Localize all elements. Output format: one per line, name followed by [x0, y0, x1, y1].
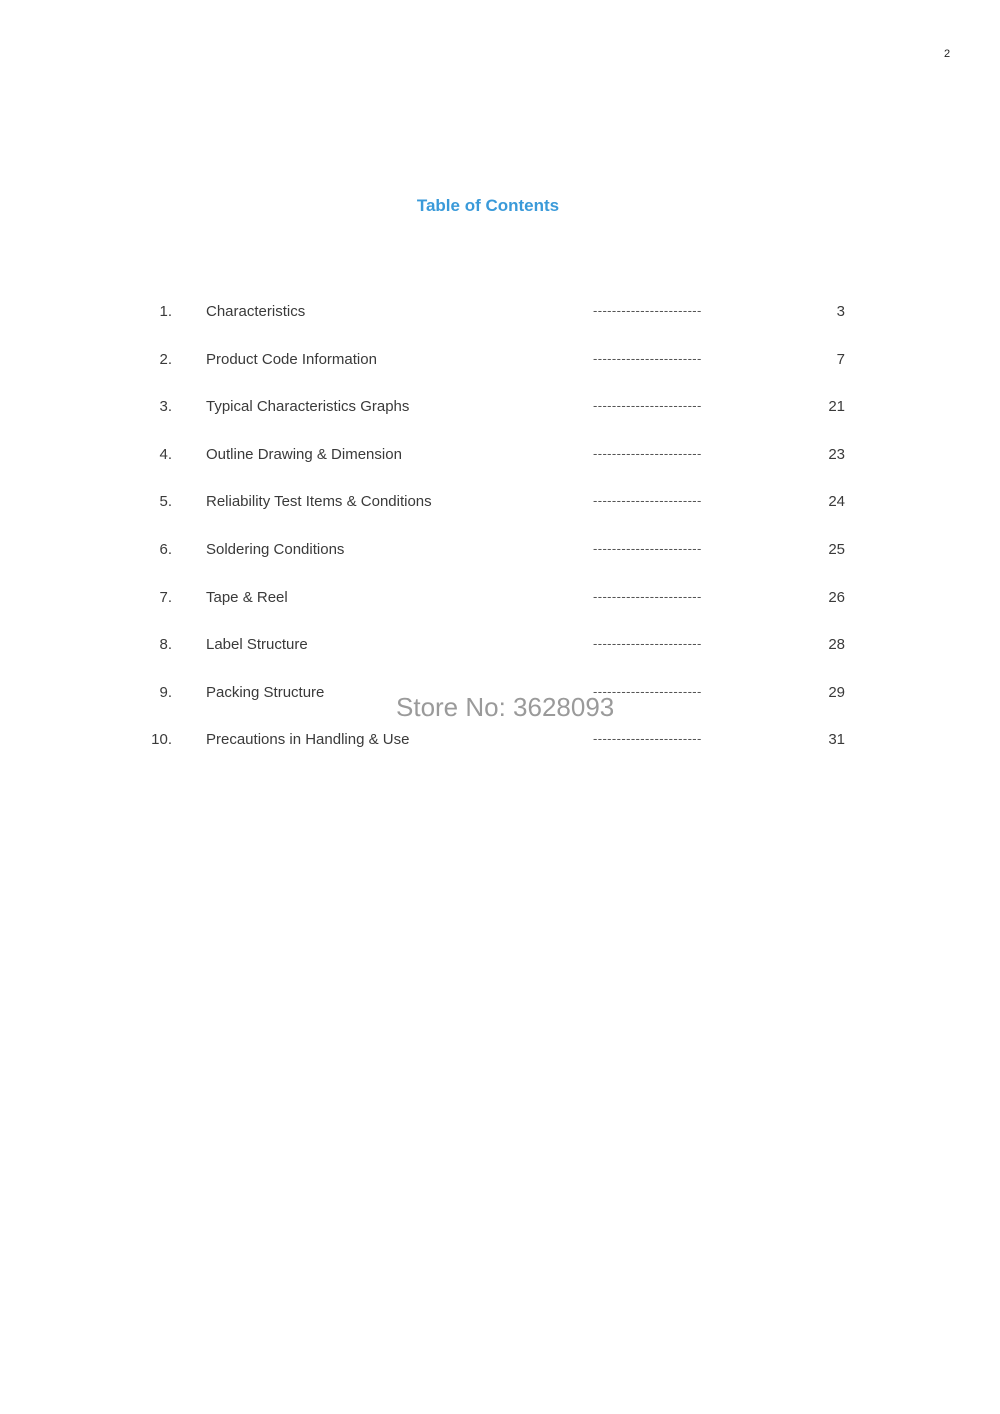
toc-entry-number: 2.: [159, 350, 172, 368]
toc-entry: [0, 731, 1000, 779]
toc-entry-number: 3.: [159, 398, 172, 416]
toc-entry-label: Label Structure: [206, 636, 308, 654]
toc-entry-leader: -----------------------: [593, 636, 702, 652]
toc-entry-label: Tape & Reel: [206, 588, 288, 606]
toc-entry: [0, 541, 1000, 589]
toc-entry-label: Typical Characteristics Graphs: [206, 398, 410, 416]
toc-entry-page: 23: [828, 445, 845, 463]
toc-entry-leader: -----------------------: [593, 731, 702, 747]
toc-entry-leader: -----------------------: [593, 683, 702, 699]
toc-entry-number: 8.: [159, 636, 172, 654]
toc-entry-number: 1.: [159, 303, 172, 320]
toc-entry-leader: -----------------------: [593, 445, 702, 461]
toc-entry-number: 4.: [159, 445, 172, 463]
toc-entry-page: 31: [828, 731, 845, 749]
toc-entry-label: Reliability Test Items & Conditions: [206, 493, 432, 511]
toc-entry: [0, 351, 1000, 399]
toc-entry-page: 3: [836, 303, 845, 320]
toc-title: Table of Contents: [416, 196, 560, 215]
toc-entry-page: 25: [828, 540, 845, 558]
toc-entry-number: 9.: [159, 683, 172, 701]
toc-entry-page: 7: [836, 350, 845, 368]
toc-entry-leader: -----------------------: [593, 588, 702, 604]
toc-entry: [0, 398, 1000, 446]
toc-entry-label: Product Code Information: [206, 350, 377, 368]
toc-entry-page: 29: [828, 683, 845, 701]
toc-entry-leader: -----------------------: [593, 540, 702, 556]
toc-entry-label: Precautions in Handling & Use: [206, 731, 410, 749]
toc-entry-label: Characteristics: [206, 303, 306, 320]
page-number: 2: [944, 48, 951, 60]
toc-entry-label: Packing Structure: [206, 683, 325, 701]
toc-entry: [0, 589, 1000, 637]
toc-entry-label: Outline Drawing & Dimension: [206, 445, 402, 463]
toc-entry-number: 7.: [159, 588, 172, 606]
toc-entry: [0, 303, 1000, 351]
toc-entry-page: 26: [828, 588, 845, 606]
toc-entry-number: 5.: [159, 493, 172, 511]
toc-entry-label: Soldering Conditions: [206, 540, 345, 558]
toc-entry-page: 21: [828, 398, 845, 416]
toc-entry-page: 28: [828, 636, 845, 654]
toc-entry: [0, 446, 1000, 494]
toc-entry: [0, 493, 1000, 541]
toc-entry-page: 24: [828, 493, 845, 511]
toc-entry-number: 10.: [151, 731, 172, 749]
toc-entry-leader: -----------------------: [593, 398, 702, 414]
toc-entry-leader: -----------------------: [593, 493, 702, 509]
toc-entry: [0, 636, 1000, 684]
watermark: Store No: 3628093: [396, 692, 615, 722]
toc-entry-leader: -----------------------: [593, 350, 702, 366]
toc-entry-number: 6.: [159, 540, 172, 558]
toc-entry-leader: -----------------------: [593, 303, 702, 318]
